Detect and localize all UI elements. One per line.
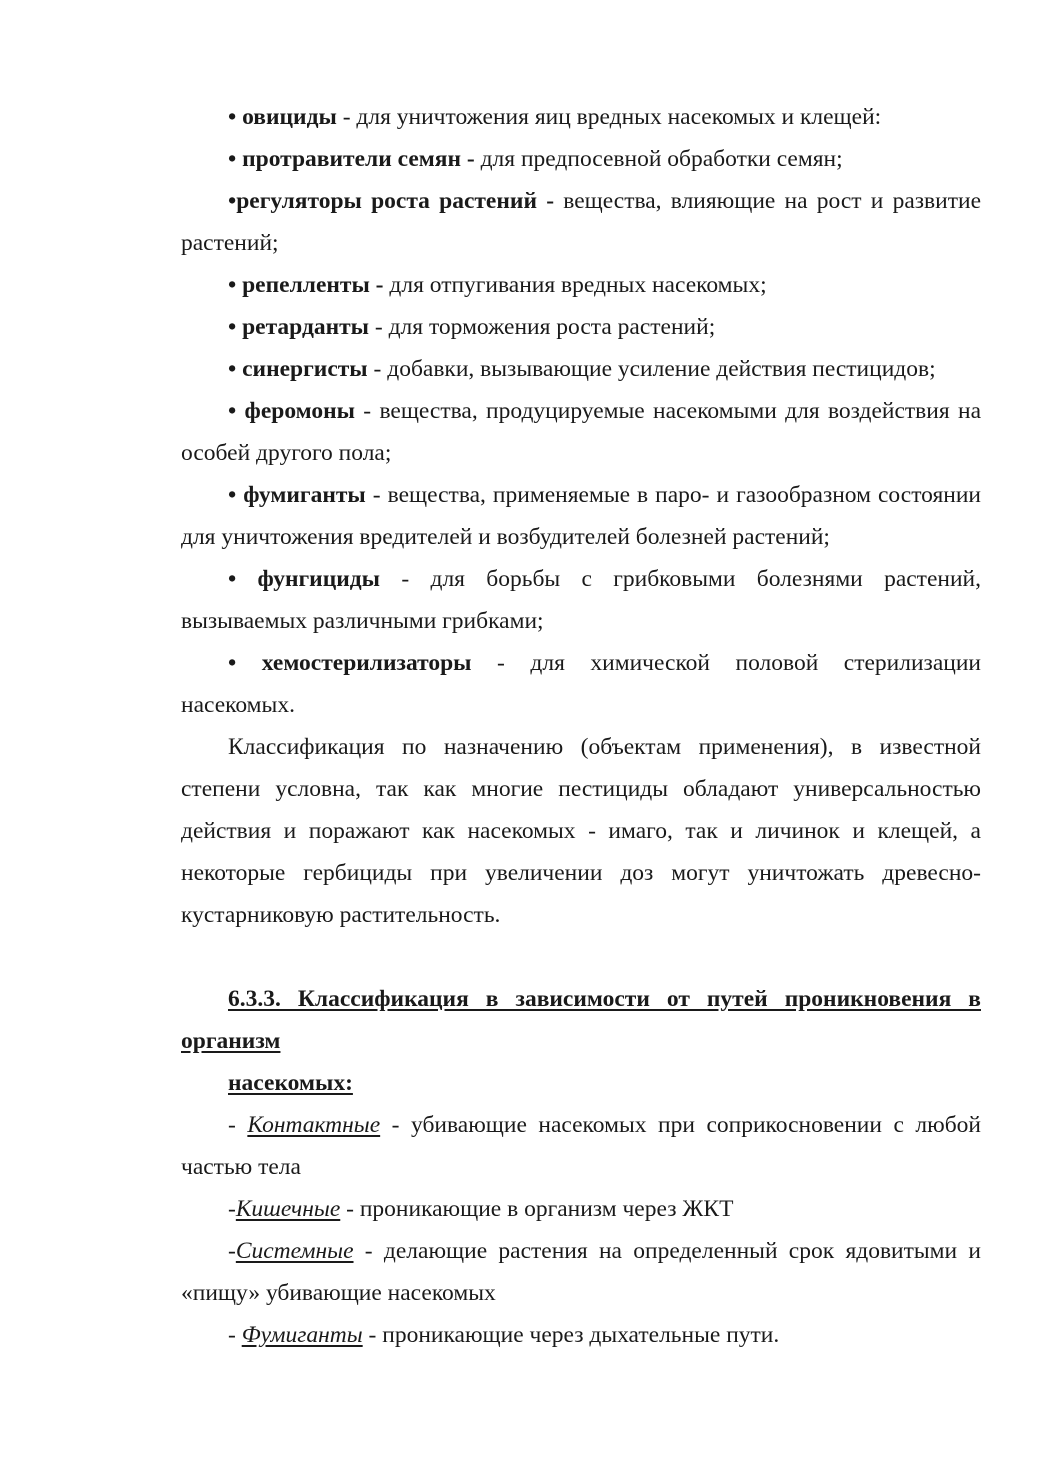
bullet-separator: -	[336, 104, 357, 130]
bullet-separator: -	[380, 566, 431, 592]
item-term: Контактные	[247, 1112, 381, 1138]
bullet-growth-regulators	[181, 180, 981, 264]
bullet-repellents	[181, 264, 981, 306]
bullet-text: для уничтожения яиц вредных насекомых и клещей:	[356, 104, 882, 130]
bullet-text: вещества, продуцируемые насекомыми для воздействия на особей другого пола;	[181, 398, 981, 466]
item-prefix: -	[228, 1112, 248, 1138]
penetration-fumigants	[181, 1314, 981, 1356]
item-text: - убивающие насекомых при соприкосновении с любой частью тела	[181, 1112, 981, 1180]
bullet-term: • репелленты -	[228, 272, 384, 298]
bullet-term: • ретарданты	[228, 314, 370, 340]
page-text	[181, 96, 981, 1356]
bullet-term: • фунгициды	[228, 566, 381, 592]
item-term: Фумиганты	[241, 1322, 363, 1348]
classification-paragraph: Классификация по назначению (объектам применения), в известной степени условна, так как многие пестициды обладают универсальностью действия и поражают как насекомых - имаго, так и личинок и клещей, а некоторые гербициды при увеличении доз могут уничтожать древесно-кустарниковую растительность.	[181, 734, 981, 928]
paragraph-spacer	[181, 936, 981, 978]
bullet-text: для отпугивания вредных насекомых;	[389, 272, 767, 298]
bullet-separator: -	[471, 650, 531, 676]
bullet-term: • феромоны	[228, 398, 355, 424]
bullet-term: • хемостерилизаторы	[228, 650, 472, 676]
penetration-intestinal	[181, 1188, 981, 1230]
bullet-term: •регуляторы роста растений -	[228, 188, 555, 214]
bullet-term: • овициды	[228, 104, 337, 130]
item-prefix: -	[228, 1196, 236, 1222]
bullet-text: для предпосевной обработки семян;	[480, 146, 843, 172]
item-text: - делающие растения на определенный срок ядовитыми и «пищу» убивающие насекомых	[181, 1238, 981, 1306]
bullet-synergists	[181, 348, 981, 390]
section-heading	[181, 978, 981, 1062]
bullet-text: добавки, вызывающие усиление действия пестицидов;	[387, 356, 936, 382]
bullet-separator: -	[367, 356, 388, 382]
bullet-text: вещества, применяемые в паро- и газообразном состоянии для уничтожения вредителей и возбудителей болезней растений;	[181, 482, 981, 550]
bullet-fumigants	[181, 474, 981, 558]
penetration-contact	[181, 1104, 981, 1188]
item-term: Системные	[235, 1238, 354, 1264]
item-prefix: -	[228, 1238, 236, 1264]
section-heading-line2: насекомых:	[228, 1070, 353, 1096]
item-prefix: -	[228, 1322, 242, 1348]
bullet-separator: -	[369, 314, 389, 340]
section-heading-line1: 6.3.3. Классификация в зависимости от путей проникновения в организм	[181, 986, 981, 1054]
bullet-pheromones	[181, 390, 981, 474]
bullet-term: • протравители семян -	[228, 146, 475, 172]
item-text: - проникающие через дыхательные пути.	[362, 1322, 780, 1348]
bullet-term: • синергисты	[228, 356, 368, 382]
bullet-separator: -	[365, 482, 388, 508]
bullet-separator: -	[354, 398, 380, 424]
bullet-seed-treaters	[181, 138, 981, 180]
bullet-text: для химической половой стерилизации насекомых.	[181, 650, 981, 718]
bullet-text: для борьбы с грибковыми болезнями растений, вызываемых различными грибками;	[181, 566, 981, 634]
bullet-term: • фумиганты	[228, 482, 366, 508]
item-term: Кишечные	[235, 1196, 341, 1222]
bullet-fungicides	[181, 558, 981, 642]
bullet-retardants	[181, 306, 981, 348]
section-heading-continued	[181, 1062, 981, 1104]
bullet-chemosterilants	[181, 642, 981, 726]
bullet-ovicides	[181, 96, 981, 138]
bullet-separator	[554, 188, 563, 214]
bullet-text: вещества, влияющие на рост и развитие растений;	[181, 188, 981, 256]
bullet-text: для торможения роста растений;	[388, 314, 716, 340]
penetration-systemic	[181, 1230, 981, 1314]
item-text: - проникающие в организм через ЖКТ	[340, 1196, 734, 1222]
